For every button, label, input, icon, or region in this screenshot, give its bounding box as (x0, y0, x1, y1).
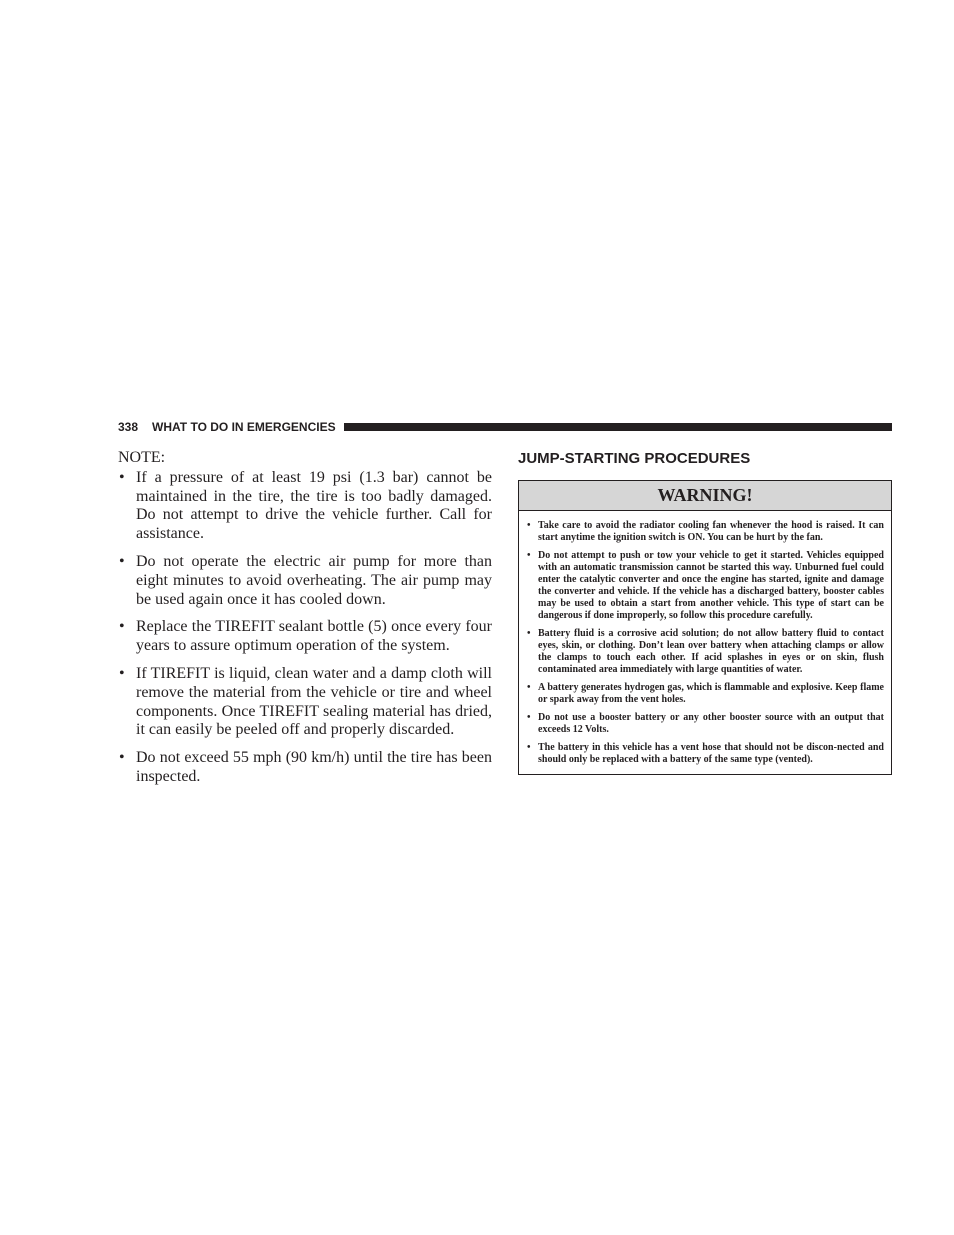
bullet-icon: • (527, 712, 531, 723)
bullet-icon: • (527, 742, 531, 753)
bullet-icon: • (119, 749, 125, 767)
warning-item-text: The battery in this vehicle has a vent hose that should not be discon-nected and should only be replaced with a battery of the same type (vented). (538, 742, 884, 765)
warning-item (527, 742, 884, 766)
note-section (118, 449, 492, 796)
bullet-icon: • (527, 628, 531, 639)
page-header (118, 419, 892, 435)
note-item-text: If TIREFIT is liquid, clean water and a damp cloth will remove the material from the vehicle or tire and wheel components. Once TIREFIT sealing material has dried, it can easily be peeled off and properly discarded. (136, 664, 492, 739)
note-item-text: Do not operate the electric air pump for more than eight minutes to avoid overheating. The air pump may be used again once it has cooled down. (136, 552, 492, 608)
warning-heading: WARNING! (519, 481, 891, 511)
warning-item-text: Do not attempt to push or tow your vehicle to get it started. Vehicles equipped with an automatic transmission cannot be started this way. Unburned fuel could enter the catalytic converter and once the engine has started, ignite and damage the converter and vehicle. If the vehicle has a discharged battery, booster cables may be used to obtain a start from another vehicle. This type of start can be dangerous if done improperly, so follow this procedure carefully. (538, 550, 884, 621)
jump-starting-title: JUMP-STARTING PROCEDURES (518, 450, 751, 467)
warning-item (527, 550, 884, 622)
warning-item-text: Take care to avoid the radiator cooling fan whenever the hood is raised. It can start anytime the ignition switch is ON. You can be hurt by the fan. (538, 520, 884, 543)
note-list (118, 469, 492, 787)
bullet-icon: • (119, 618, 125, 636)
note-item-text: Do not exceed 55 mph (90 km/h) until the tire has been inspected. (136, 749, 492, 785)
note-item (118, 469, 492, 544)
warning-item (527, 682, 884, 706)
note-item (118, 665, 492, 740)
bullet-icon: • (527, 550, 531, 561)
note-item (118, 749, 492, 787)
warning-item (527, 520, 884, 544)
note-item (118, 618, 492, 656)
warning-list (519, 511, 891, 774)
note-item-text: Replace the TIREFIT sealant bottle (5) once every four years to assure optimum operation of the system. (136, 618, 492, 655)
bullet-icon: • (119, 468, 125, 486)
warning-item-text: Battery fluid is a corrosive acid solution; do not allow battery fluid to contact eyes, skin, or clothing. Don’t lean over battery when attaching clamps or allow the clamps to touch each other. If acid splashes in eyes or on skin, flush contaminated area immediately with large quantities of water. (538, 628, 884, 675)
section-title: WHAT TO DO IN EMERGENCIES (152, 420, 336, 434)
warning-box (518, 480, 892, 775)
warning-item-text: Do not use a booster battery or any other booster source with an output that exceeds 12 Volts. (538, 712, 884, 735)
page-number: 338 (118, 420, 139, 434)
note-label: NOTE: (118, 449, 166, 466)
header-rule (344, 423, 892, 431)
warning-item-text: A battery generates hydrogen gas, which is flammable and explosive. Keep flame or spark away from the vent holes. (538, 682, 884, 705)
jump-starting-section (518, 449, 892, 469)
note-item-text: If a pressure of at least 19 psi (1.3 bar) cannot be maintained in the tire, the tire is too badly damaged. Do not attempt to drive the vehicle further. Call for assistance. (136, 468, 492, 543)
note-item (118, 553, 492, 609)
bullet-icon: • (119, 552, 125, 570)
bullet-icon: • (527, 682, 531, 693)
warning-item (527, 628, 884, 676)
warning-item (527, 712, 884, 736)
bullet-icon: • (527, 520, 531, 531)
bullet-icon: • (119, 664, 125, 682)
